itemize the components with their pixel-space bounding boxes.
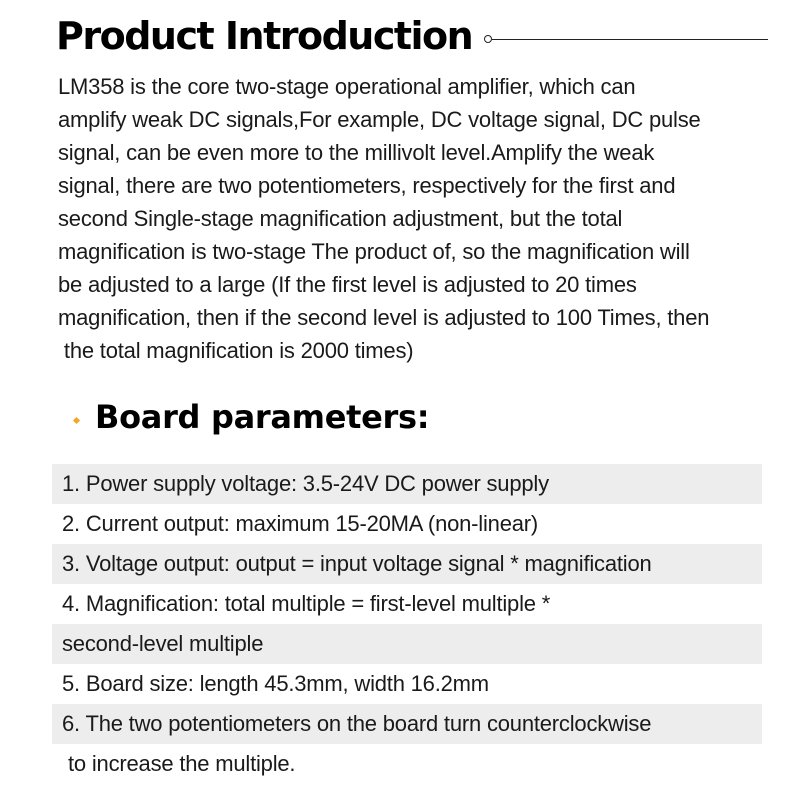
intro-line: LM358 is the core two-stage operational amplifier, which can (58, 74, 636, 99)
param-row: 4. Magnification: total multiple = first-level multiple * (62, 591, 551, 616)
param-row: to increase the multiple. (68, 751, 296, 776)
intro-line: magnification, then if the second level is adjusted to 100 Times, then (58, 305, 710, 330)
param-row: 2. Current output: maximum 15-20MA (non-linear) (62, 511, 539, 536)
param-row: 5. Board size: length 45.3mm, width 16.2mm (62, 671, 489, 696)
intro-paragraph (58, 70, 770, 367)
intro-line: signal, there are two potentiometers, respectively for the first and (58, 173, 676, 198)
bullet-diamond-icon (73, 416, 80, 423)
intro-line: the total magnification is 2000 times) (58, 338, 414, 363)
intro-line: magnification is two-stage The product of, so the magnification will (58, 239, 690, 264)
page-title: Product Introduction (56, 14, 473, 58)
intro-line: amplify weak DC signals,For example, DC voltage signal, DC pulse (58, 107, 701, 132)
intro-line: signal, can be even more to the millivolt level.Amplify the weak (58, 140, 655, 165)
divider-circle-icon (484, 35, 492, 43)
title-row (56, 8, 768, 64)
divider-line (492, 39, 768, 40)
parameter-list (52, 464, 762, 784)
intro-line: second Single-stage magnification adjustment, but the total (58, 206, 623, 231)
intro-line: be adjusted to a large (If the first level is adjusted to 20 times (58, 272, 637, 297)
param-row: 3. Voltage output: output = input voltage signal * magnification (52, 544, 762, 584)
param-row: second-level multiple (52, 624, 762, 664)
section-header (74, 398, 429, 436)
title-divider (484, 35, 768, 43)
param-row: 1. Power supply voltage: 3.5-24V DC power supply (52, 464, 762, 504)
section-heading: Board parameters: (95, 398, 430, 436)
param-row: 6. The two potentiometers on the board turn counterclockwise (52, 704, 762, 744)
